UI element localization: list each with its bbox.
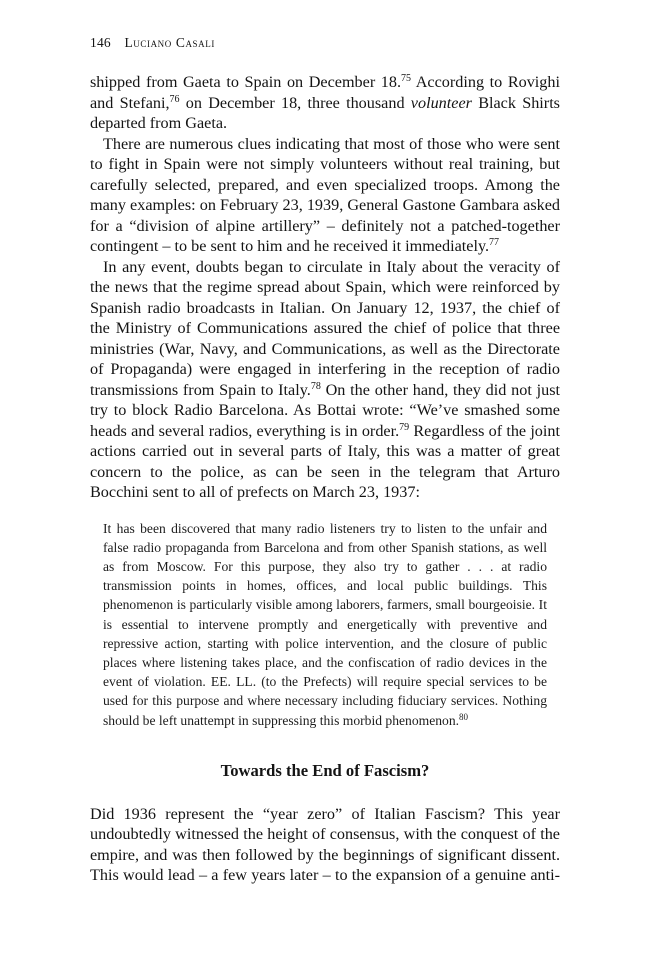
- text-run: It has been discovered that many radio listeners try to listen to the unfair and false radio propaganda from Barcelona and from other Spanish stations, as well as from Moscow. For this purpose, they also try to gather . . . at radio transmission points in homes, offices, and local public buildings. This phenomenon is particularly visible among laborers, farmers, small bourgeoisie. It is essential to intervene promptly and energetically with preventive and repressive action, starting with police intervention, and the closure of public places where listening takes place, and the confiscation of radio devices in the event of violation. EE. LL. (to the Prefects) will require special services to be used for this purpose and where necessary including fiduciary services. Nothing should be left unattempt in suppressing this morbid phenomenon.: [103, 520, 547, 728]
- text-run: There are numerous clues indicating that most of those who were sent to fight in Spain were not simply volunteers without real training, but carefully selected, prepared, and even specialized troops. Among the many examples: on February 23, 1939, General Gastone Gambara asked for a “division of alpine artillery” – definitely not a patched-together contingent – to be sent to him and he received it immediately.: [90, 134, 560, 255]
- body-text-continued: [90, 804, 560, 886]
- paragraph-2: [90, 134, 560, 257]
- text-run: On the other hand, they did not just try to block Radio Barcelona. As Bottai wrote: “We’ve smashed some heads and several radios, everything is in order.: [90, 380, 560, 440]
- footnote-ref-76: 76: [169, 93, 180, 105]
- document-page: [90, 34, 560, 886]
- text-run: In any event, doubts began to circulate in Italy about the veracity of the news that the regime spread about Spain, which were reinforced by Spanish radio broadcasts in Italian. On January 12, 1937, the chief of the Ministry of Communications assured the chief of police that three ministries (War, Navy, and Communications, as well as the Directorate of Propaganda) were engaged in interfering in the reception of radio transmissions from Spain to Italy.: [90, 257, 560, 399]
- emphasis: volunteer: [410, 93, 472, 112]
- page-number: 146: [90, 35, 111, 50]
- section-heading: Towards the End of Fascism?: [220, 760, 430, 780]
- block-quote: [103, 519, 547, 730]
- footnote-ref-79: 79: [399, 421, 410, 433]
- footnote-ref-78: 78: [310, 380, 321, 392]
- paragraph-1: [90, 72, 560, 134]
- running-head: [90, 34, 560, 52]
- paragraph-4: Did 1936 represent the “year zero” of Italian Fascism? This year undoubtedly witnessed the height of consensus, with the conquest of the empire, and was then followed by the beginnings of significant dissent. This would lead – a few years later – to the expansion of a genuine anti-: [90, 804, 560, 885]
- running-head-author: Luciano Casali: [124, 35, 215, 50]
- paragraph-3: [90, 257, 560, 503]
- text-run: on December 18, three thousand: [179, 93, 411, 112]
- text-run: Regardless of the joint actions carried out in several parts of Italy, this was a matter of great concern to the police, as can be seen in the telegram that Arturo Bocchini sent to all of prefects on March 23, 1937:: [90, 421, 560, 501]
- footnote-ref-80: 80: [459, 711, 469, 722]
- footnote-ref-75: 75: [401, 73, 412, 84]
- footnote-ref-77: 77: [489, 237, 500, 248]
- text-run: shipped from Gaeta to Spain on December 18.: [90, 73, 402, 91]
- text-run: Black Shirts departed from Gaeta.: [90, 93, 560, 132]
- quote-text: [103, 519, 547, 730]
- body-text: [90, 72, 560, 503]
- text-run: According to Rovighi and Stefani,: [90, 73, 560, 112]
